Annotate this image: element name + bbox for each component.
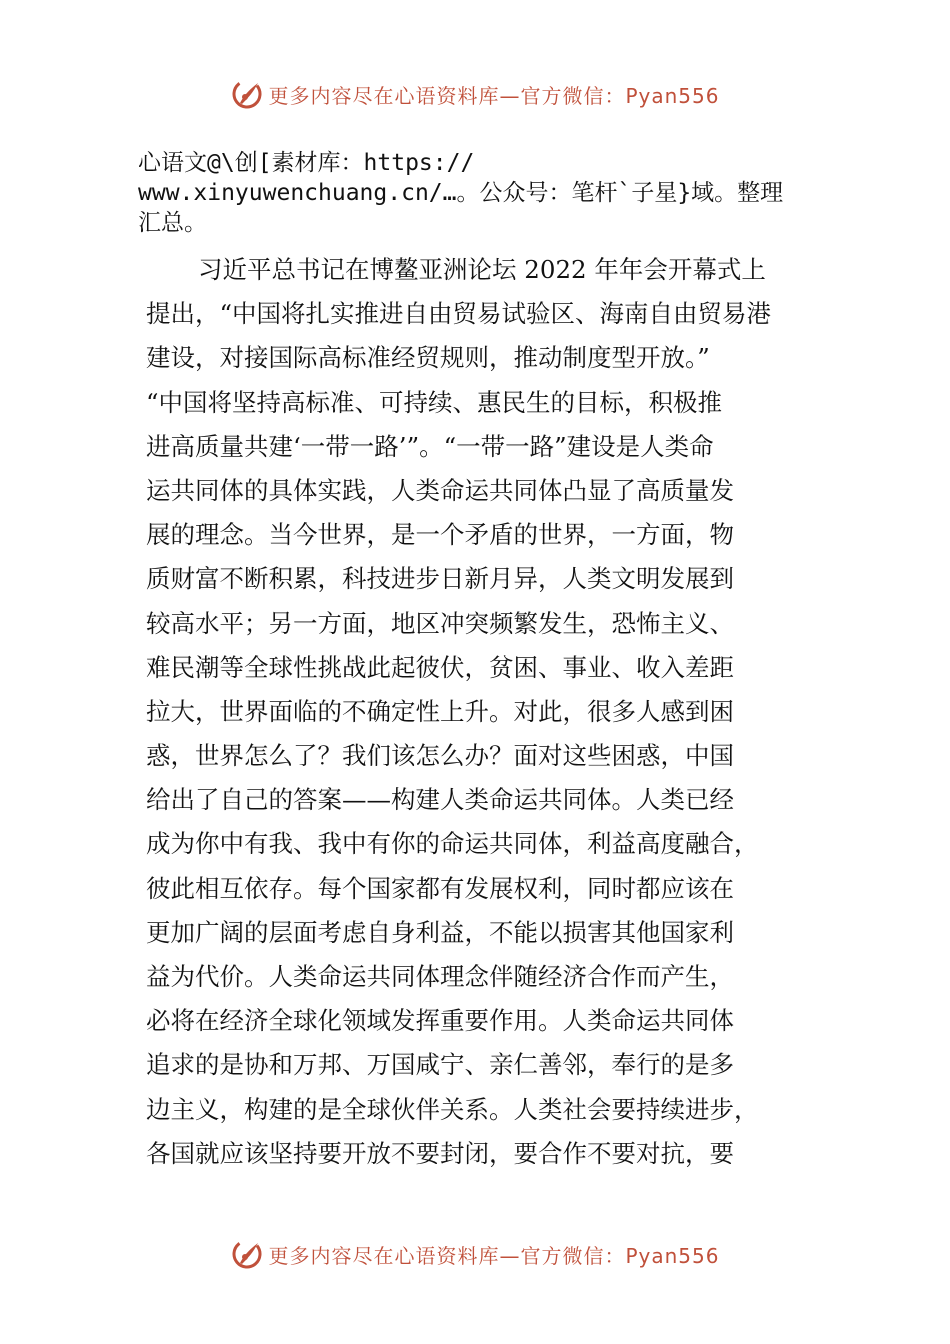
banner-text: 更多内容尽在心语资料库—官方微信：Pyan556 (268, 83, 720, 108)
paragraph-line: 运共同体的具体实践，人类命运共同体凸显了高质量发 (146, 475, 734, 505)
paragraph-line: 各国就应该坚持要开放不要封闭，要合作不要对抗，要 (146, 1138, 734, 1168)
article-paragraph (146, 248, 816, 1176)
brush-logo-icon (230, 77, 264, 111)
paragraph-line: “中国将坚持高标准、可持续、惠民生的目标，积极推 (146, 387, 723, 417)
header-banner (0, 72, 950, 116)
paragraph-line: 质财富不断积累，科技进步日新月异，人类文明发展到 (146, 564, 734, 594)
paragraph-line: 更加广阔的层面考虑自身利益，不能以损害其他国家利 (146, 917, 734, 947)
paragraph-line: 必将在经济全球化领域发挥重要作用。人类命运共同体 (146, 1006, 734, 1036)
source-line: 汇总。 (138, 210, 207, 236)
paragraph-line: 追求的是协和万邦、万国咸宁、亲仁善邻，奉行的是多 (146, 1050, 734, 1080)
paragraph-line: 习近平总书记在博鳌亚洲论坛 2022 年年会开幕式上 (198, 255, 766, 284)
paragraph-line: 给出了自己的答案——构建人类命运共同体。人类已经 (146, 785, 734, 815)
paragraph-line: 较高水平；另一方面，地区冲突频繁发生，恐怖主义、 (146, 608, 734, 638)
paragraph-line: 提出，“中国将扎实推进自由贸易试验区、海南自由贸易港 (146, 299, 772, 329)
paragraph-line: 建设，对接国际高标准经贸规则，推动制度型开放。” (146, 343, 710, 373)
paragraph-line: 进高质量共建‘一带一路’”。“一带一路”建设是人类命 (146, 431, 714, 461)
paragraph-line: 成为你中有我、我中有你的命运共同体，利益高度融合， (146, 829, 759, 859)
brush-logo-icon (230, 1237, 264, 1271)
source-line: 心语文@\创[素材库：https:// (138, 150, 475, 176)
paragraph-line: 拉大，世界面临的不确定性上升。对此，很多人感到困 (146, 696, 734, 726)
paragraph-line: 益为代价。人类命运共同体理念伴随经济合作而产生， (146, 962, 734, 991)
footer-banner (0, 1232, 950, 1276)
paragraph-line: 惑，世界怎么了？我们该怎么办？面对这些困惑，中国 (146, 741, 734, 771)
banner-text: 更多内容尽在心语资料库—官方微信：Pyan556 (268, 1243, 720, 1268)
source-line: www.xinyuwenchuang.cn/…。公众号：笔杆`子星}域。整理 (138, 180, 784, 206)
paragraph-line: 边主义，构建的是全球伙伴关系。人类社会要持续进步， (146, 1094, 759, 1124)
source-note (138, 148, 858, 238)
paragraph-line: 展的理念。当今世界，是一个矛盾的世界，一方面，物 (146, 520, 734, 550)
paragraph-line: 彼此相互依存。每个国家都有发展权利，同时都应该在 (146, 873, 734, 903)
paragraph-line: 难民潮等全球性挑战此起彼伏，贫困、事业、收入差距 (146, 652, 734, 682)
